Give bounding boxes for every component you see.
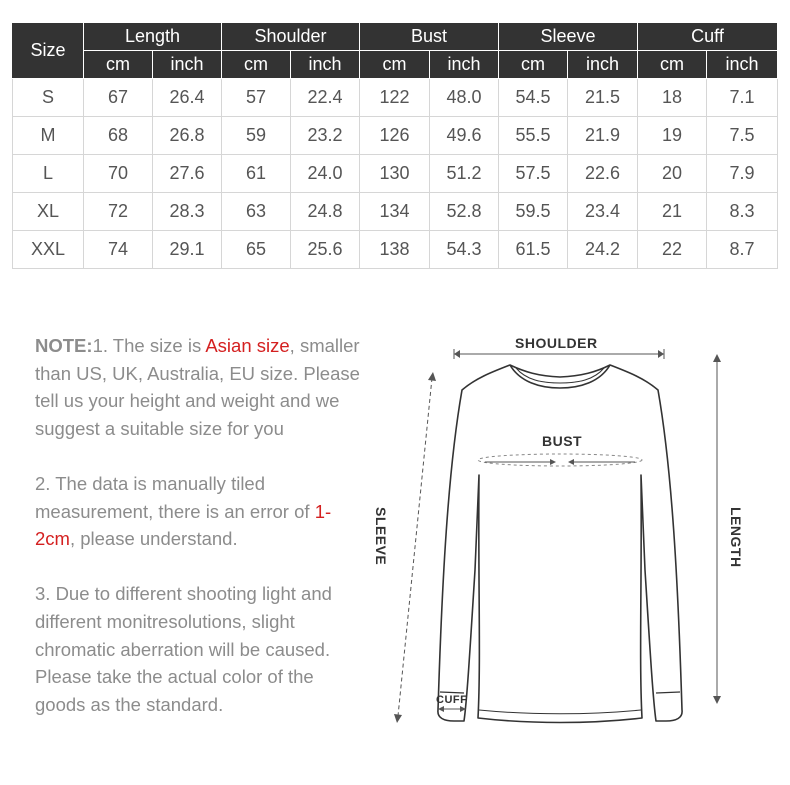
shoulder-arrow-left [454,350,460,358]
sleeve-measure-line [398,378,432,716]
measurement-cell: 21.9 [568,117,638,155]
note-2 [35,470,365,553]
measurement-cell: 24.8 [291,193,360,231]
measurement-cell: 23.4 [568,193,638,231]
shoulder-column-header: Shoulder [222,23,360,51]
size-cell: S [13,79,84,117]
bust-column-header: Bust [360,23,499,51]
measurement-cell: 52.8 [430,193,499,231]
size-cell: XXL [13,231,84,269]
measurement-cell: 61.5 [499,231,568,269]
measurement-diagram [360,320,790,740]
length-label: LENGTH [728,507,744,568]
measurement-cell: 51.2 [430,155,499,193]
measurement-cell: 138 [360,231,430,269]
measurement-cell: 22.4 [291,79,360,117]
sleeve-arrow-top [428,372,436,381]
size-cell: L [13,155,84,193]
measurement-cell: 126 [360,117,430,155]
table-row [13,231,778,269]
table-header-row [13,23,778,51]
measurement-cell: 20 [638,155,707,193]
measurement-cell: 55.5 [499,117,568,155]
measurement-cell: 8.7 [707,231,778,269]
notes-section [35,332,365,746]
shoulder-arrow-right [658,350,664,358]
measurement-cell: 24.2 [568,231,638,269]
shoulder-label: SHOULDER [515,335,598,351]
table-row [13,155,778,193]
measurement-cell: 134 [360,193,430,231]
unit-header-cm: cm [222,51,291,79]
measurement-cell: 22 [638,231,707,269]
measurement-cell: 57 [222,79,291,117]
measurement-cell: 27.6 [153,155,222,193]
size-chart-table [12,22,778,269]
unit-header-inch: inch [707,51,778,79]
table-row [13,79,778,117]
unit-header-inch: inch [430,51,499,79]
measurement-cell: 18 [638,79,707,117]
measurement-cell: 24.0 [291,155,360,193]
sleeve-arrow-bottom [394,714,402,723]
sleeve-label: SLEEVE [373,507,389,566]
size-cell: XL [13,193,84,231]
measurement-cell: 25.6 [291,231,360,269]
size-cell: M [13,117,84,155]
unit-header-cm: cm [360,51,430,79]
table-row [13,193,778,231]
cuff-label: CUFF [436,694,468,706]
size-column-header: Size [13,23,84,79]
measurement-cell: 59.5 [499,193,568,231]
measurement-cell: 67 [84,79,153,117]
measurement-cell: 29.1 [153,231,222,269]
asian-size-highlight: Asian size [205,335,290,356]
note-label: NOTE: [35,335,93,356]
note-2-text: 2. The data is manually tiled measurement, there is an error of [35,472,315,522]
measurement-cell: 28.3 [153,193,222,231]
note-1-text-end: , smaller than US, UK, Australia, EU size. Please tell us your height and weight and we suggest a suitable size for you [35,335,360,439]
note-2-text-end: , please understand. [69,528,238,550]
measurement-cell: 59 [222,117,291,155]
cuff-column-header: Cuff [638,23,778,51]
table-unit-row [13,51,778,79]
measurement-cell: 22.6 [568,155,638,193]
unit-header-inch: inch [291,51,360,79]
measurement-cell: 8.3 [707,193,778,231]
measurement-cell: 49.6 [430,117,499,155]
measurement-cell: 48.0 [430,79,499,117]
unit-header-inch: inch [568,51,638,79]
measurement-cell: 61 [222,155,291,193]
measurement-cell: 26.4 [153,79,222,117]
measurement-cell: 7.1 [707,79,778,117]
measurement-cell: 21.5 [568,79,638,117]
note-1-text: 1. The size is [92,335,206,356]
measurement-cell: 23.2 [291,117,360,155]
measurement-cell: 122 [360,79,430,117]
measurement-cell: 130 [360,155,430,193]
length-arrow-bottom [713,696,721,704]
error-range-highlight: 1-2cm [35,500,332,550]
unit-header-cm: cm [638,51,707,79]
unit-header-cm: cm [499,51,568,79]
tshirt-illustration [360,320,790,740]
unit-header-inch: inch [153,51,222,79]
measurement-cell: 54.5 [499,79,568,117]
measurement-cell: 57.5 [499,155,568,193]
note-1 [35,332,365,442]
measurement-cell: 21 [638,193,707,231]
measurement-cell: 7.5 [707,117,778,155]
measurement-cell: 54.3 [430,231,499,269]
length-column-header: Length [84,23,222,51]
note-3: 3. Due to different shooting light and different monitresolutions, slight chromatic aberration will be caused. Please take the actual color of the goods as the standard. [35,583,332,715]
measurement-cell: 7.9 [707,155,778,193]
measurement-cell: 65 [222,231,291,269]
measurement-cell: 68 [84,117,153,155]
sleeve-column-header: Sleeve [499,23,638,51]
unit-header-cm: cm [84,51,153,79]
measurement-cell: 70 [84,155,153,193]
table-row [13,117,778,155]
measurement-cell: 74 [84,231,153,269]
length-arrow-top [713,354,721,362]
bust-label: BUST [542,433,583,449]
measurement-cell: 26.8 [153,117,222,155]
shirt-outline [438,365,682,723]
measurement-cell: 63 [222,193,291,231]
measurement-cell: 19 [638,117,707,155]
measurement-cell: 72 [84,193,153,231]
